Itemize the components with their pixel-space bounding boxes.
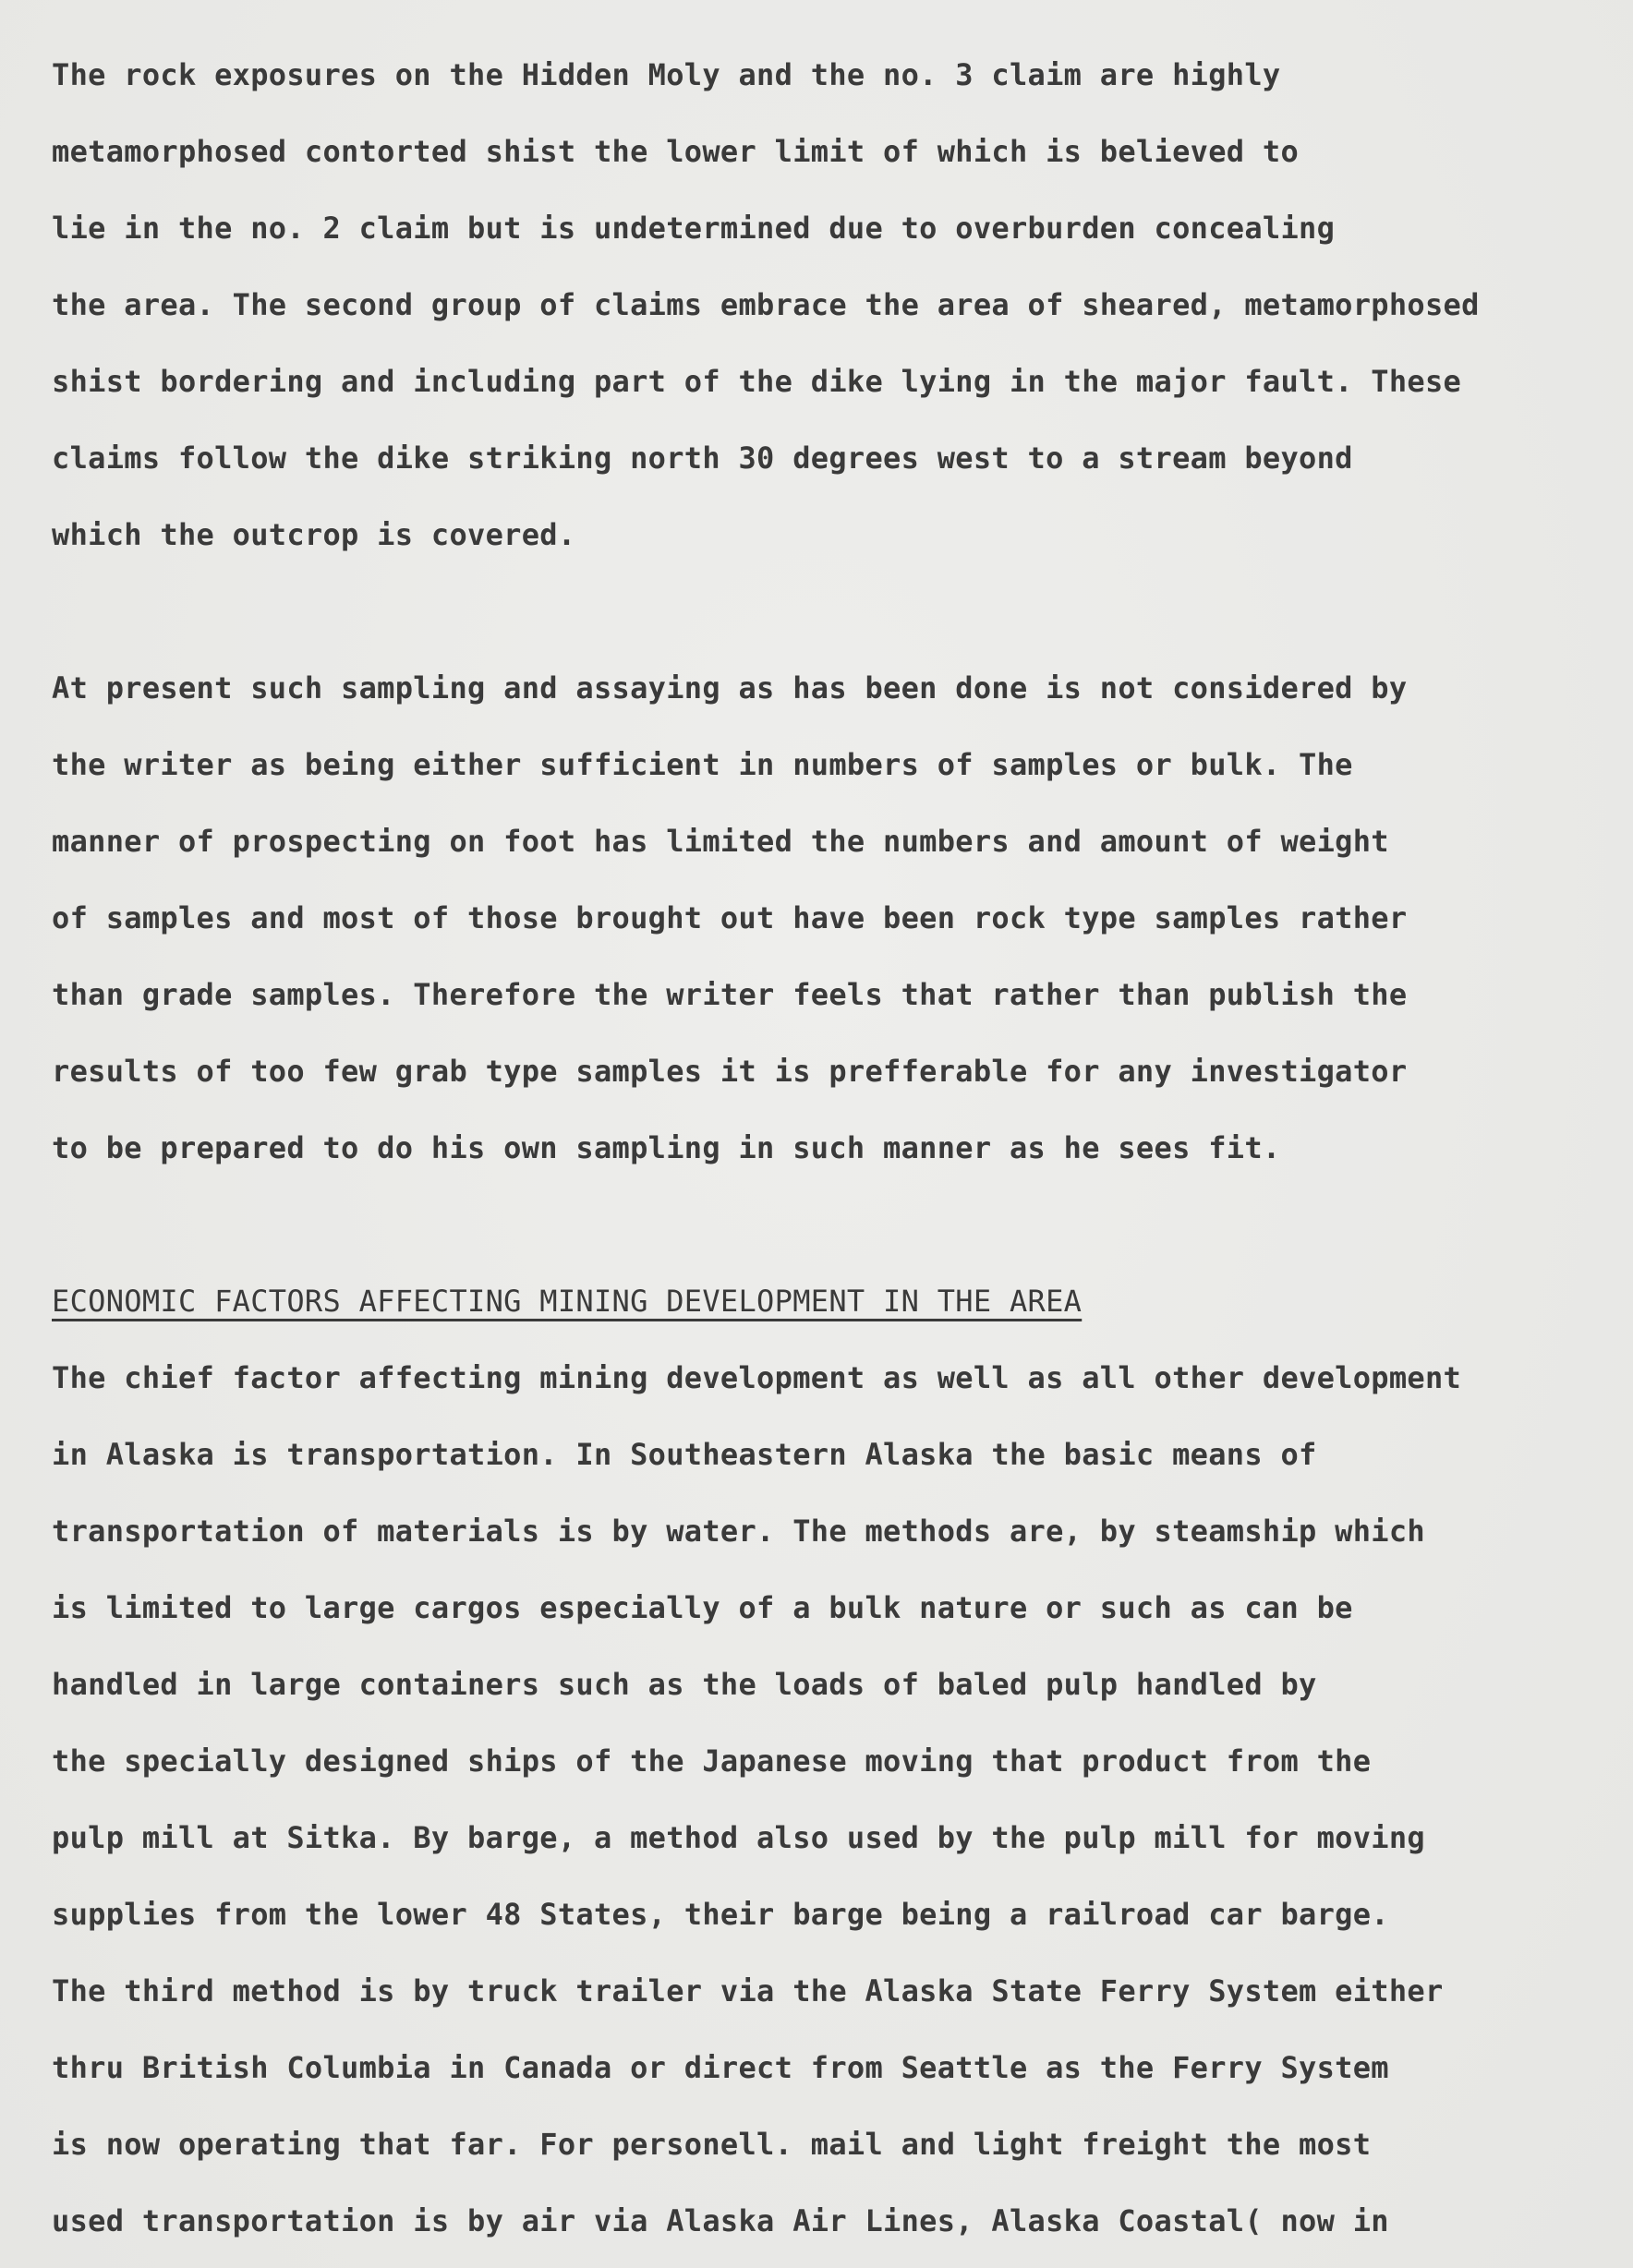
text-line: the specially designed ships of the Japanese moving that product from the — [52, 1743, 1372, 1779]
text-line: results of too few grab type samples it is prefferable for any investigator — [52, 1054, 1408, 1089]
text-line: to be prepared to do his own sampling in such manner as he sees fit. — [52, 1130, 1281, 1165]
text-line: than grade samples. Therefore the writer feels that rather than publish the — [52, 977, 1408, 1012]
text-line: metamorphosed contorted shist the lower limit of which is believed to — [52, 134, 1300, 169]
text-line: transportation of materials is by water. The methods are, by steamship which — [52, 1514, 1425, 1549]
text-line: claims follow the dike striking north 30 degrees west to a stream beyond — [52, 440, 1353, 476]
text-line: the writer as being either sufficient in numbers of samples or bulk. The — [52, 747, 1353, 782]
paragraph-sampling — [52, 650, 1585, 1187]
text-line: handled in large containers such as the loads of baled pulp handled by — [52, 1667, 1317, 1702]
text-line: of samples and most of those brought out have been rock type samples rather — [52, 900, 1408, 935]
paragraph-spacer — [52, 1187, 1585, 1263]
text-line: The chief factor affecting mining development as well as all other development — [52, 1360, 1462, 1395]
section-heading-text: ECONOMIC FACTORS AFFECTING MINING DEVELOPMENT IN THE AREA — [52, 1284, 1083, 1319]
text-line: used transportation is by air via Alaska Air Lines, Alaska Coastal( now in — [52, 2203, 1389, 2238]
document-body — [52, 37, 1585, 2260]
text-line: supplies from the lower 48 States, their barge being a railroad car barge. — [52, 1897, 1389, 1932]
text-line: which the outcrop is covered. — [52, 517, 576, 552]
text-line: lie in the no. 2 claim but is undetermined due to overburden concealing — [52, 211, 1336, 246]
paragraph-rock-exposures — [52, 37, 1585, 573]
text-line: the area. The second group of claims embrace the area of sheared, metamorphosed — [52, 287, 1480, 322]
text-line: pulp mill at Sitka. By barge, a method also used by the pulp mill for moving — [52, 1820, 1425, 1855]
paragraph-transportation — [52, 1340, 1585, 2260]
text-line: is limited to large cargos especially of a bulk nature or such as can be — [52, 1590, 1353, 1625]
text-line: At present such sampling and assaying as has been done is not considered by — [52, 670, 1408, 706]
text-line: The third method is by truck trailer via the Alaska State Ferry System either — [52, 1973, 1444, 2009]
text-line: The rock exposures on the Hidden Moly and the no. 3 claim are highly — [52, 57, 1281, 92]
text-line: in Alaska is transportation. In Southeastern Alaska the basic means of — [52, 1437, 1317, 1472]
text-line: manner of prospecting on foot has limited the numbers and amount of weight — [52, 824, 1389, 859]
text-line: thru British Columbia in Canada or direct from Seattle as the Ferry System — [52, 2050, 1389, 2085]
text-line: is now operating that far. For personell. mail and light freight the most — [52, 2127, 1372, 2162]
paragraph-spacer — [52, 573, 1585, 650]
section-heading — [52, 1263, 1585, 1340]
text-line: shist bordering and including part of the dike lying in the major fault. These — [52, 364, 1462, 399]
